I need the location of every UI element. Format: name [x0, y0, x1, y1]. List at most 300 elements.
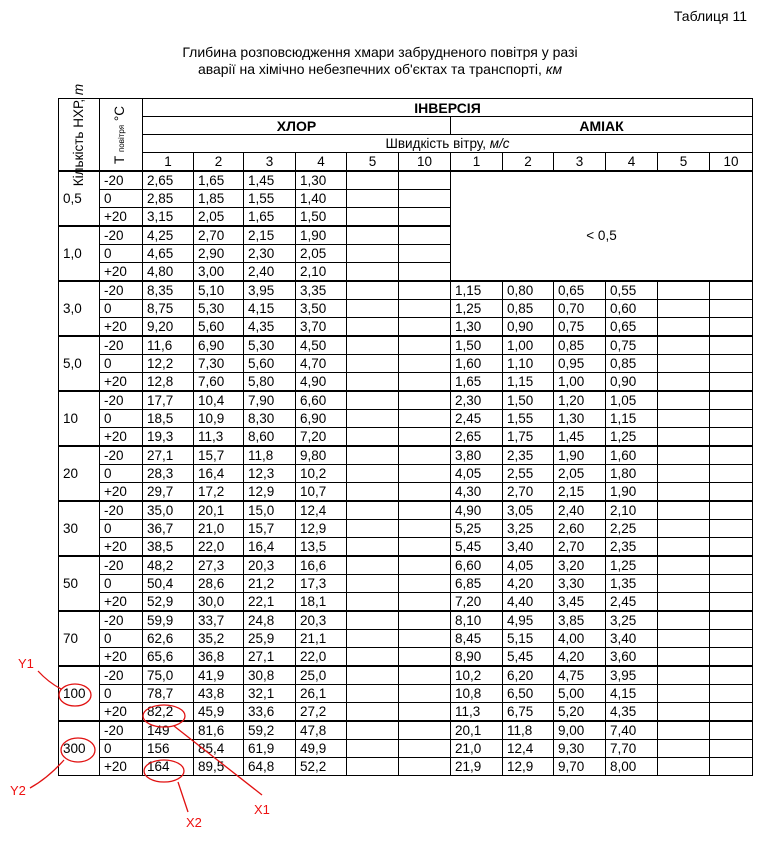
ammonia-value-cell: 1,50 — [451, 336, 503, 355]
chlorine-value-cell: 7,60 — [194, 373, 244, 392]
ammonia-value-cell: 1,35 — [606, 575, 658, 593]
ammonia-value-cell: 2,60 — [554, 520, 606, 538]
ammonia-value-cell: 2,55 — [503, 465, 554, 483]
temp-cell: 0 — [100, 520, 143, 538]
ammonia-value-cell: 2,05 — [554, 465, 606, 483]
ammonia-value-cell: 2,70 — [554, 538, 606, 557]
table-number: Таблиця 11 — [673, 8, 747, 24]
circle-qty-300 — [61, 738, 95, 762]
chlorine-value-cell: 50,4 — [143, 575, 194, 593]
ammonia-value-cell: 2,25 — [606, 520, 658, 538]
title-line-1: Глибина розповсюдження хмари забрудненого повітря у разі — [182, 44, 578, 60]
ammonia-value-cell: 4,75 — [554, 666, 606, 685]
qty-cell: 5,0 — [59, 336, 100, 391]
chlorine-value-cell: 8,30 — [244, 410, 296, 428]
chlorine-value-cell: 21,0 — [194, 520, 244, 538]
chlorine-value-cell: 9,80 — [296, 446, 347, 465]
ammonia-value-cell: 1,50 — [503, 391, 554, 410]
qty-cell: 70 — [59, 611, 100, 666]
ammonia-value-cell: 2,65 — [451, 428, 503, 447]
chlorine-value-cell: 4,90 — [296, 373, 347, 392]
temp-cell: -20 — [100, 666, 143, 685]
chlorine-value-cell: 2,70 — [194, 226, 244, 245]
chlorine-value-cell: 25,9 — [244, 630, 296, 648]
chlorine-value-cell: 64,8 — [244, 758, 296, 776]
chlorine-value-cell: 5,10 — [194, 281, 244, 300]
chlorine-value-cell: 10,9 — [194, 410, 244, 428]
ammonia-value-cell: 0,75 — [554, 318, 606, 337]
chlorine-value-cell: 6,90 — [296, 410, 347, 428]
temp-cell: -20 — [100, 226, 143, 245]
ammonia-value-cell: 3,05 — [503, 501, 554, 520]
ammonia-value-cell: 0,80 — [503, 281, 554, 300]
chlorine-value-cell: 10,7 — [296, 483, 347, 502]
chlorine-value-cell: 1,85 — [194, 190, 244, 208]
chlorine-value-cell: 10,2 — [296, 465, 347, 483]
chlorine-value-cell: 17,7 — [143, 391, 194, 410]
ammonia-value-cell: 2,35 — [606, 538, 658, 557]
ammonia-value-cell: 3,60 — [606, 648, 658, 667]
chlorine-value-cell: 22,0 — [194, 538, 244, 557]
label-y1: Y1 — [18, 656, 34, 671]
chlorine-value-cell: 12,3 — [244, 465, 296, 483]
ammonia-value-cell: 4,30 — [451, 483, 503, 502]
qty-cell: 300 — [59, 721, 100, 776]
chlorine-value-cell: 1,90 — [296, 226, 347, 245]
qty-cell: 3,0 — [59, 281, 100, 336]
chlorine-value-cell: 4,70 — [296, 355, 347, 373]
ammonia-value-cell: 3,25 — [503, 520, 554, 538]
temp-cell: -20 — [100, 611, 143, 630]
chlorine-value-cell: 30,8 — [244, 666, 296, 685]
chlorine-value-cell: 4,65 — [143, 245, 194, 263]
temp-cell: +20 — [100, 318, 143, 337]
chlorine-value-cell: 12,4 — [296, 501, 347, 520]
temp-cell: 0 — [100, 190, 143, 208]
chlorine-value-cell: 28,6 — [194, 575, 244, 593]
ammonia-value-cell: 1,15 — [451, 281, 503, 300]
speed-cell: 3 — [244, 153, 296, 172]
chlorine-value-cell: 20,1 — [194, 501, 244, 520]
ammonia-value-cell: 6,20 — [503, 666, 554, 685]
temp-cell: 0 — [100, 410, 143, 428]
chlorine-value-cell: 6,90 — [194, 336, 244, 355]
chlorine-value-cell: 43,8 — [194, 685, 244, 703]
chlorine-value-cell: 1,45 — [244, 171, 296, 190]
chlorine-value-cell: 25,0 — [296, 666, 347, 685]
chlorine-value-cell: 45,9 — [194, 703, 244, 722]
ammonia-value-cell: 21,0 — [451, 740, 503, 758]
title-unit: км — [545, 61, 563, 77]
ammonia-value-cell: 4,15 — [606, 685, 658, 703]
chlorine-value-cell: 3,50 — [296, 300, 347, 318]
ammonia-value-cell: 2,45 — [606, 593, 658, 612]
temp-cell: -20 — [100, 556, 143, 575]
ammonia-value-cell: 1,05 — [606, 391, 658, 410]
temp-cell: 0 — [100, 465, 143, 483]
speed-cell: 5 — [347, 153, 399, 172]
chlorine-value-cell: 4,15 — [244, 300, 296, 318]
ammonia-value-cell: 1,60 — [606, 446, 658, 465]
speed-cell: 1 — [451, 153, 503, 172]
chlorine-value-cell: 1,65 — [244, 208, 296, 227]
ammonia-value-cell: 3,20 — [554, 556, 606, 575]
chlorine-value-cell: 30,0 — [194, 593, 244, 612]
temp-cell: +20 — [100, 428, 143, 447]
chlorine-value-cell: 10,4 — [194, 391, 244, 410]
chlorine-value-cell: 2,90 — [194, 245, 244, 263]
chlorine-value-cell: 149 — [143, 721, 194, 740]
chlorine-value-cell: 9,20 — [143, 318, 194, 337]
ammonia-value-cell: 0,85 — [606, 355, 658, 373]
ammonia-value-cell: 7,40 — [606, 721, 658, 740]
temp-cell: 0 — [100, 245, 143, 263]
ammonia-value-cell: 1,25 — [606, 428, 658, 447]
ammonia-value-cell: 4,20 — [503, 575, 554, 593]
ammonia-value-cell: 5,45 — [503, 648, 554, 667]
circle-value-82-2 — [143, 705, 185, 727]
qty-cell: 100 — [59, 666, 100, 721]
chlorine-value-cell: 13,5 — [296, 538, 347, 557]
ammonia-value-cell: 9,00 — [554, 721, 606, 740]
temp-cell: 0 — [100, 630, 143, 648]
chlorine-value-cell: 4,80 — [143, 263, 194, 282]
chlorine-value-cell: 3,00 — [194, 263, 244, 282]
arrow-y1 — [38, 671, 61, 689]
chlorine-value-cell: 2,05 — [296, 245, 347, 263]
speed-cell: 1 — [143, 153, 194, 172]
chlorine-value-cell: 82,2 — [143, 703, 194, 722]
temp-cell: +20 — [100, 648, 143, 667]
temp-cell: +20 — [100, 483, 143, 502]
chlorine-value-cell: 38,5 — [143, 538, 194, 557]
temp-header-sub: повітря — [117, 124, 126, 152]
chlorine-value-cell: 2,15 — [244, 226, 296, 245]
ammonia-value-cell: 20,1 — [451, 721, 503, 740]
qty-cell: 50 — [59, 556, 100, 611]
temp-cell: +20 — [100, 758, 143, 776]
chlorine-value-cell: 11,6 — [143, 336, 194, 355]
chlorine-value-cell: 27,3 — [194, 556, 244, 575]
chlorine-value-cell: 2,05 — [194, 208, 244, 227]
ammonia-value-cell: 4,20 — [554, 648, 606, 667]
ammonia-value-cell: 0,95 — [554, 355, 606, 373]
chlorine-value-cell: 41,9 — [194, 666, 244, 685]
label-x1: X1 — [254, 802, 270, 817]
chlorine-value-cell: 15,7 — [194, 446, 244, 465]
speed-cell: 4 — [606, 153, 658, 172]
ammonia-value-cell: 8,45 — [451, 630, 503, 648]
ammonia-value-cell: 2,70 — [503, 483, 554, 502]
chlorine-value-cell: 36,7 — [143, 520, 194, 538]
ammonia-value-cell: 2,30 — [451, 391, 503, 410]
ammonia-header: АМІАК — [451, 117, 753, 135]
chlorine-value-cell: 35,2 — [194, 630, 244, 648]
ammonia-value-cell: 1,55 — [503, 410, 554, 428]
speed-cell: 4 — [296, 153, 347, 172]
ammonia-value-cell: 7,70 — [606, 740, 658, 758]
chlorine-value-cell: 33,7 — [194, 611, 244, 630]
speed-cell: 2 — [503, 153, 554, 172]
chlorine-value-cell: 1,30 — [296, 171, 347, 190]
ammonia-value-cell: 9,30 — [554, 740, 606, 758]
chlorine-value-cell: 16,4 — [194, 465, 244, 483]
label-x2: X2 — [186, 815, 202, 830]
ammonia-value-cell: 0,85 — [503, 300, 554, 318]
temp-cell: -20 — [100, 501, 143, 520]
temp-cell: -20 — [100, 336, 143, 355]
ammonia-value-cell: 0,60 — [606, 300, 658, 318]
chlorine-value-cell: 48,2 — [143, 556, 194, 575]
chlorine-value-cell: 3,35 — [296, 281, 347, 300]
chlorine-value-cell: 5,60 — [244, 355, 296, 373]
chlorine-value-cell: 59,9 — [143, 611, 194, 630]
qty-header-label: Кількість НХР, — [71, 98, 86, 186]
ammonia-value-cell: 3,40 — [503, 538, 554, 557]
ammonia-value-cell: 7,20 — [451, 593, 503, 612]
chlorine-value-cell: 19,3 — [143, 428, 194, 447]
ammonia-value-cell: 5,45 — [451, 538, 503, 557]
ammonia-value-cell: 1,45 — [554, 428, 606, 447]
chlorine-value-cell: 16,4 — [244, 538, 296, 557]
speed-cell: 10 — [399, 153, 451, 172]
ammonia-value-cell: 1,00 — [503, 336, 554, 355]
chlorine-value-cell: 18,5 — [143, 410, 194, 428]
chlorine-value-cell: 5,30 — [244, 336, 296, 355]
arrow-x1 — [174, 726, 262, 795]
qty-cell: 10 — [59, 391, 100, 446]
chlorine-value-cell: 62,6 — [143, 630, 194, 648]
chlorine-value-cell: 11,3 — [194, 428, 244, 447]
temp-cell: 0 — [100, 300, 143, 318]
arrow-y2 — [30, 760, 64, 788]
ammonia-value-cell: 4,95 — [503, 611, 554, 630]
chlorine-value-cell: 27,1 — [244, 648, 296, 667]
ammonia-value-cell: 6,60 — [451, 556, 503, 575]
ammonia-value-cell: 3,80 — [451, 446, 503, 465]
inversion-header: ІНВЕРСІЯ — [143, 99, 753, 117]
chlorine-value-cell: 2,10 — [296, 263, 347, 282]
ammonia-value-cell: 1,90 — [606, 483, 658, 502]
ammonia-value-cell: 10,8 — [451, 685, 503, 703]
temp-header-unit: °С — [112, 105, 127, 121]
chlorine-value-cell: 26,1 — [296, 685, 347, 703]
chlorine-value-cell: 20,3 — [296, 611, 347, 630]
chlorine-value-cell: 28,3 — [143, 465, 194, 483]
chlorine-value-cell: 12,9 — [244, 483, 296, 502]
ammonia-value-cell: 12,9 — [503, 758, 554, 776]
chlorine-value-cell: 7,20 — [296, 428, 347, 447]
ammonia-value-cell: 21,9 — [451, 758, 503, 776]
chlorine-value-cell: 156 — [143, 740, 194, 758]
circle-qty-100 — [59, 684, 91, 706]
ammonia-value-cell: 1,25 — [606, 556, 658, 575]
temp-cell: +20 — [100, 703, 143, 722]
temp-cell: +20 — [100, 593, 143, 612]
temp-cell: +20 — [100, 538, 143, 557]
ammonia-value-cell: 4,90 — [451, 501, 503, 520]
qty-cell: 20 — [59, 446, 100, 501]
ammonia-value-cell: 1,90 — [554, 446, 606, 465]
chlorine-value-cell: 4,25 — [143, 226, 194, 245]
ammonia-value-cell: 0,65 — [606, 318, 658, 337]
ammonia-value-cell: 10,2 — [451, 666, 503, 685]
ammonia-value-cell: 8,10 — [451, 611, 503, 630]
temp-cell: 0 — [100, 685, 143, 703]
temp-cell: 0 — [100, 575, 143, 593]
chlorine-value-cell: 2,30 — [244, 245, 296, 263]
ammonia-value-cell: 1,60 — [451, 355, 503, 373]
circle-value-164 — [144, 760, 184, 782]
qty-cell: 0,5 — [59, 171, 100, 226]
ammonia-value-cell: 3,25 — [606, 611, 658, 630]
chlorine-value-cell: 18,1 — [296, 593, 347, 612]
title-line-2-text: аварії на хімічно небезпечних об'єктах та транспорті, — [197, 61, 542, 77]
chlorine-value-cell: 33,6 — [244, 703, 296, 722]
chlorine-value-cell: 12,9 — [296, 520, 347, 538]
ammonia-value-cell: 3,30 — [554, 575, 606, 593]
ammonia-value-cell: 4,05 — [451, 465, 503, 483]
chlorine-value-cell: 8,75 — [143, 300, 194, 318]
ammonia-value-cell: 1,65 — [451, 373, 503, 392]
ammonia-value-cell: 0,65 — [554, 281, 606, 300]
ammonia-less-note: < 0,5 — [451, 171, 753, 281]
ammonia-value-cell: 1,75 — [503, 428, 554, 447]
ammonia-value-cell: 4,40 — [503, 593, 554, 612]
chlorine-value-cell: 3,70 — [296, 318, 347, 337]
label-y2: Y2 — [10, 783, 26, 798]
chlorine-value-cell: 78,7 — [143, 685, 194, 703]
ammonia-value-cell: 6,50 — [503, 685, 554, 703]
ammonia-value-cell: 1,25 — [451, 300, 503, 318]
speed-cell: 5 — [658, 153, 710, 172]
chlorine-value-cell: 17,2 — [194, 483, 244, 502]
chlorine-value-cell: 17,3 — [296, 575, 347, 593]
chlorine-value-cell: 2,65 — [143, 171, 194, 190]
ammonia-value-cell: 6,85 — [451, 575, 503, 593]
chlorine-value-cell: 75,0 — [143, 666, 194, 685]
ammonia-value-cell: 1,15 — [606, 410, 658, 428]
chlorine-value-cell: 47,8 — [296, 721, 347, 740]
chlorine-value-cell: 164 — [143, 758, 194, 776]
ammonia-value-cell: 9,70 — [554, 758, 606, 776]
temp-cell: 0 — [100, 355, 143, 373]
ammonia-value-cell: 0,85 — [554, 336, 606, 355]
chlorine-value-cell: 1,55 — [244, 190, 296, 208]
ammonia-value-cell: 6,75 — [503, 703, 554, 722]
temp-header-t: Т — [112, 155, 127, 164]
temp-cell: -20 — [100, 446, 143, 465]
ammonia-value-cell: 5,15 — [503, 630, 554, 648]
chlorine-value-cell: 27,2 — [296, 703, 347, 722]
chlorine-value-cell: 22,1 — [244, 593, 296, 612]
ammonia-value-cell: 2,45 — [451, 410, 503, 428]
qty-header-unit: т — [71, 83, 86, 95]
chlorine-value-cell: 1,40 — [296, 190, 347, 208]
ammonia-value-cell: 8,00 — [606, 758, 658, 776]
chlorine-value-cell: 61,9 — [244, 740, 296, 758]
chlorine-value-cell: 65,6 — [143, 648, 194, 667]
ammonia-value-cell: 1,80 — [606, 465, 658, 483]
ammonia-value-cell: 4,00 — [554, 630, 606, 648]
chlorine-value-cell: 52,2 — [296, 758, 347, 776]
arrow-x2 — [178, 782, 188, 812]
ammonia-value-cell: 11,3 — [451, 703, 503, 722]
ammonia-value-cell: 2,40 — [554, 501, 606, 520]
temp-cell: +20 — [100, 263, 143, 282]
temp-cell: 0 — [100, 740, 143, 758]
chlorine-value-cell: 2,85 — [143, 190, 194, 208]
chlorine-value-cell: 16,6 — [296, 556, 347, 575]
chlorine-header: ХЛОР — [143, 117, 451, 135]
ammonia-value-cell: 1,00 — [554, 373, 606, 392]
ammonia-value-cell: 0,90 — [606, 373, 658, 392]
chlorine-value-cell: 15,0 — [244, 501, 296, 520]
speed-cell: 3 — [554, 153, 606, 172]
wind-speed-label: Швидкість вітру, — [385, 135, 486, 151]
chlorine-value-cell: 32,1 — [244, 685, 296, 703]
chlorine-value-cell: 8,35 — [143, 281, 194, 300]
temp-cell: -20 — [100, 391, 143, 410]
ammonia-value-cell: 1,30 — [554, 410, 606, 428]
chlorine-value-cell: 21,1 — [296, 630, 347, 648]
temp-cell: -20 — [100, 171, 143, 190]
chlorine-value-cell: 5,60 — [194, 318, 244, 337]
chlorine-value-cell: 36,8 — [194, 648, 244, 667]
ammonia-value-cell: 2,35 — [503, 446, 554, 465]
chlorine-value-cell: 59,2 — [244, 721, 296, 740]
chlorine-value-cell: 3,15 — [143, 208, 194, 227]
temp-cell: +20 — [100, 373, 143, 392]
chlorine-value-cell: 8,60 — [244, 428, 296, 447]
chlorine-value-cell: 12,2 — [143, 355, 194, 373]
temp-cell: +20 — [100, 208, 143, 227]
chlorine-value-cell: 81,6 — [194, 721, 244, 740]
chlorine-value-cell: 24,8 — [244, 611, 296, 630]
chlorine-value-cell: 6,60 — [296, 391, 347, 410]
chlorine-value-cell: 4,35 — [244, 318, 296, 337]
chlorine-value-cell: 4,50 — [296, 336, 347, 355]
ammonia-value-cell: 3,85 — [554, 611, 606, 630]
wind-speed-unit: м/с — [489, 135, 510, 151]
chlorine-value-cell: 27,1 — [143, 446, 194, 465]
chlorine-value-cell: 22,0 — [296, 648, 347, 667]
qty-cell: 30 — [59, 501, 100, 556]
speed-cell: 2 — [194, 153, 244, 172]
ammonia-value-cell: 1,20 — [554, 391, 606, 410]
chlorine-value-cell: 12,8 — [143, 373, 194, 392]
chlorine-value-cell: 2,40 — [244, 263, 296, 282]
chlorine-value-cell: 5,80 — [244, 373, 296, 392]
qty-cell: 1,0 — [59, 226, 100, 281]
chlorine-value-cell: 15,7 — [244, 520, 296, 538]
ammonia-value-cell: 4,35 — [606, 703, 658, 722]
temp-cell: -20 — [100, 721, 143, 740]
chlorine-value-cell: 1,65 — [194, 171, 244, 190]
chlorine-value-cell: 35,0 — [143, 501, 194, 520]
ammonia-value-cell: 2,15 — [554, 483, 606, 502]
chlorine-value-cell: 3,95 — [244, 281, 296, 300]
ammonia-value-cell: 0,75 — [606, 336, 658, 355]
ammonia-value-cell: 11,8 — [503, 721, 554, 740]
ammonia-value-cell: 3,40 — [606, 630, 658, 648]
ammonia-value-cell: 4,05 — [503, 556, 554, 575]
ammonia-value-cell: 12,4 — [503, 740, 554, 758]
chlorine-value-cell: 20,3 — [244, 556, 296, 575]
ammonia-value-cell: 5,20 — [554, 703, 606, 722]
speed-cell: 10 — [710, 153, 753, 172]
ammonia-value-cell: 1,15 — [503, 373, 554, 392]
